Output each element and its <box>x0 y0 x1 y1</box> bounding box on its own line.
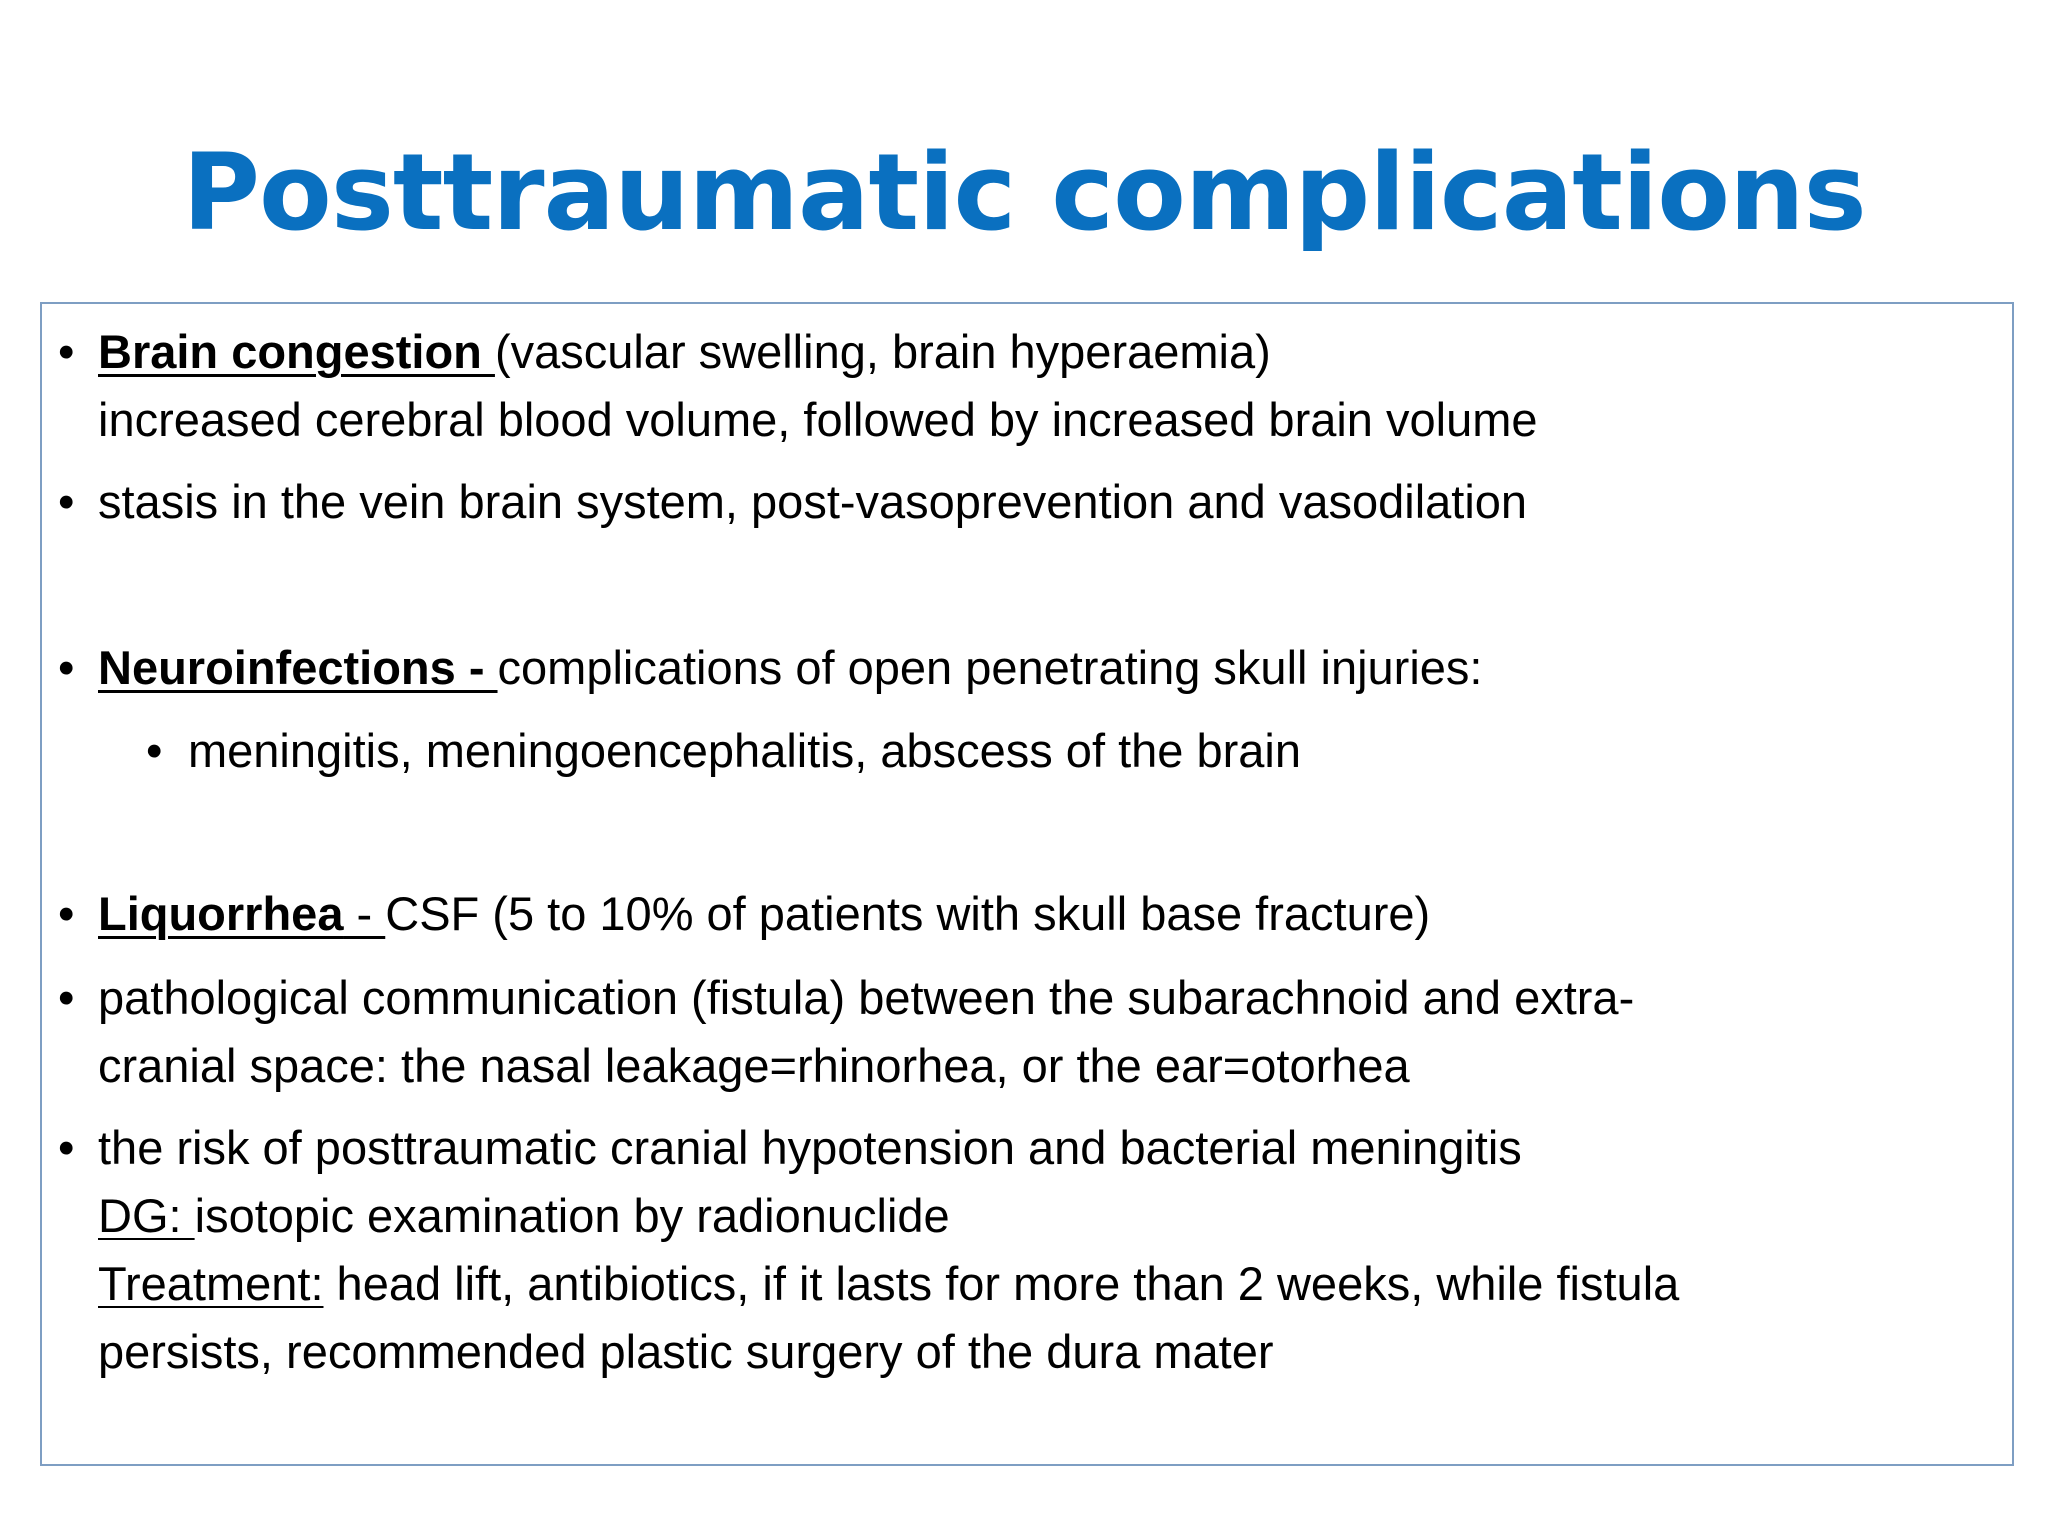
bullet-dot: • <box>58 475 75 528</box>
bullet-pathological-communication <box>58 964 1958 1100</box>
bullet-risk <box>58 1114 1958 1386</box>
bullet-neuroinfections <box>58 634 1958 702</box>
heading-brain-congestion: Brain congestion <box>98 325 495 378</box>
bullet-line-1: the risk of posttraumatic cranial hypotension and bacterial meningitis <box>98 1121 1522 1174</box>
bullet-text: complications of open penetrating skull injuries: <box>497 641 1483 694</box>
bullet-dot: • <box>146 724 163 777</box>
dg-line <box>98 1182 1958 1250</box>
bullet-line <box>98 880 1958 948</box>
dg-text: isotopic examination by radionuclide <box>194 1189 950 1242</box>
bullet-dot: • <box>58 641 75 694</box>
bullet-text: (vascular swelling, brain hyperaemia) <box>494 325 1271 378</box>
bullet-text: meningitis, meningoencephalitis, abscess of the brain <box>188 724 1301 777</box>
bullet-liquorrhea <box>58 880 1958 948</box>
bullet-text: stasis in the vein brain system, post-vasoprevention and vasodilation <box>98 475 1528 528</box>
heading-neuroinfections: Neuroinfections - <box>98 641 498 694</box>
bullet-brain-congestion <box>58 318 1958 454</box>
subbullet-meningitis <box>146 717 1958 785</box>
bullet-dot: • <box>58 325 75 378</box>
bullet-line-2: increased cerebral blood volume, followed by increased brain volume <box>98 393 1538 446</box>
slide-title: Posttraumatic complications <box>182 131 1866 254</box>
treatment-text: head lift, antibiotics, if it lasts for more than 2 weeks, while fistula <box>323 1257 1680 1310</box>
bullet-line-2: cranial space: the nasal leakage=rhinorhea, or the ear=otorhea <box>98 1039 1410 1092</box>
bullet-stasis <box>58 468 1958 536</box>
bullet-dot: • <box>58 1121 75 1174</box>
bullet-text: CSF (5 to 10% of patients with skull base fracture) <box>385 887 1431 940</box>
heading-liquorrhea: Liquorrhea - <box>98 887 386 940</box>
bullet-dot: • <box>58 971 75 1024</box>
bullet-dot: • <box>58 887 75 940</box>
treatment-line-2: persists, recommended plastic surgery of the dura mater <box>98 1325 1274 1378</box>
bullet-line-1: pathological communication (fistula) between the subarachnoid and extra- <box>98 971 1635 1024</box>
dg-label: DG: <box>98 1189 195 1242</box>
bullet-line <box>98 634 1958 702</box>
bullet-line <box>98 318 1958 386</box>
treatment-label: Treatment: <box>98 1257 324 1310</box>
treatment-line <box>98 1250 1958 1318</box>
